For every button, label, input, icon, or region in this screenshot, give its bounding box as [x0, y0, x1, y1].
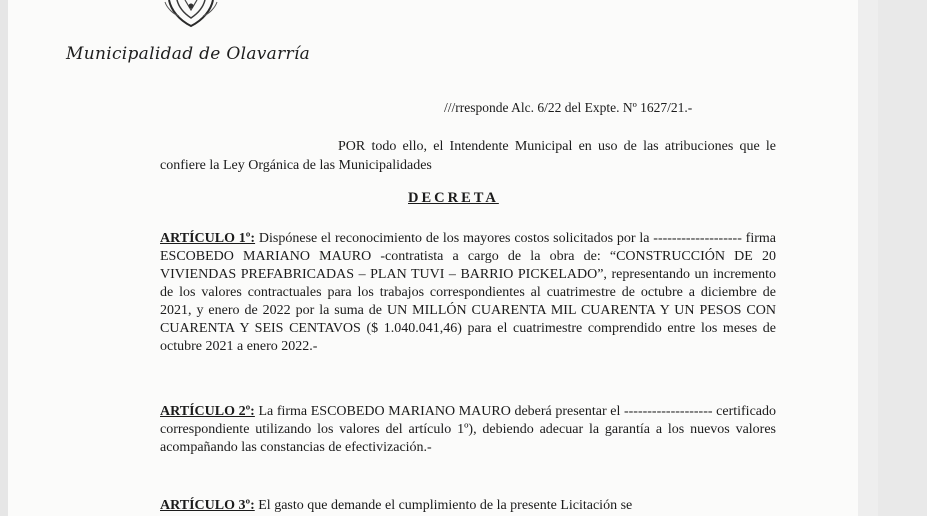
- preamble-paragraph: [160, 137, 776, 175]
- file-reference: ///rresponde Alc. 6/22 del Expte. Nº 1627/21.-: [444, 100, 693, 115]
- article-2-label: ARTÍCULO 2º:: [160, 404, 255, 419]
- preamble-rest: atribuciones que le confiere la Ley Orgánica de las Municipalidades: [160, 139, 777, 173]
- article-3-text: El gasto que demande el cumplimiento de la presente Licitación se: [254, 498, 633, 513]
- coat-of-arms-seal-icon: [161, 0, 221, 28]
- viewer-side-panel: [878, 0, 927, 516]
- decreta-heading: DECRETA: [408, 190, 499, 206]
- article-1-label: ARTÍCULO 1º:: [160, 231, 256, 246]
- article-3-label: ARTÍCULO 3º:: [160, 498, 255, 513]
- article-2: [160, 403, 776, 457]
- article-2-text: La firma ESCOBEDO MARIANO MAURO deberá presentar el ------------------- certificado correspondiente utilizando los valores del artículo 1º), debiendo adecuar la garantía a los nuevos valores acompañando las constancias de efectivización.-: [160, 404, 776, 455]
- municipality-letterhead: Municipalidad de Olavarría: [66, 44, 311, 64]
- article-1-text: Dispónese el reconocimiento de los mayores costos solicitados por la ------------------- firma ESCOBEDO MARIANO MAURO -contratista a cargo de la obra de: “CONSTRUCCIÓN DE 20 VIVIENDAS PREFABRICADAS – PLAN TUVI – BARRIO PICKELADO”, representando un incremento de los valores contractuales para los trabajos correspondientes al cuatrimestre de octubre a diciembre de 2021, y enero de 2022 por la suma de UN MILLÓN CUARENTA MIL CUARENTA Y UN PESOS CON CUARENTA Y SEIS CENTAVOS ($ 1.040.041,46) para el cuatrimestre comprendido entre los meses de octubre 2021 a enero 2022.-: [160, 231, 777, 354]
- preamble-lead: POR todo ello, el Intendente Municipal en uso de las: [338, 139, 659, 154]
- article-1: [160, 230, 776, 356]
- article-3: [160, 497, 776, 515]
- viewer-left-gutter: [0, 0, 8, 516]
- document-page: [8, 0, 858, 516]
